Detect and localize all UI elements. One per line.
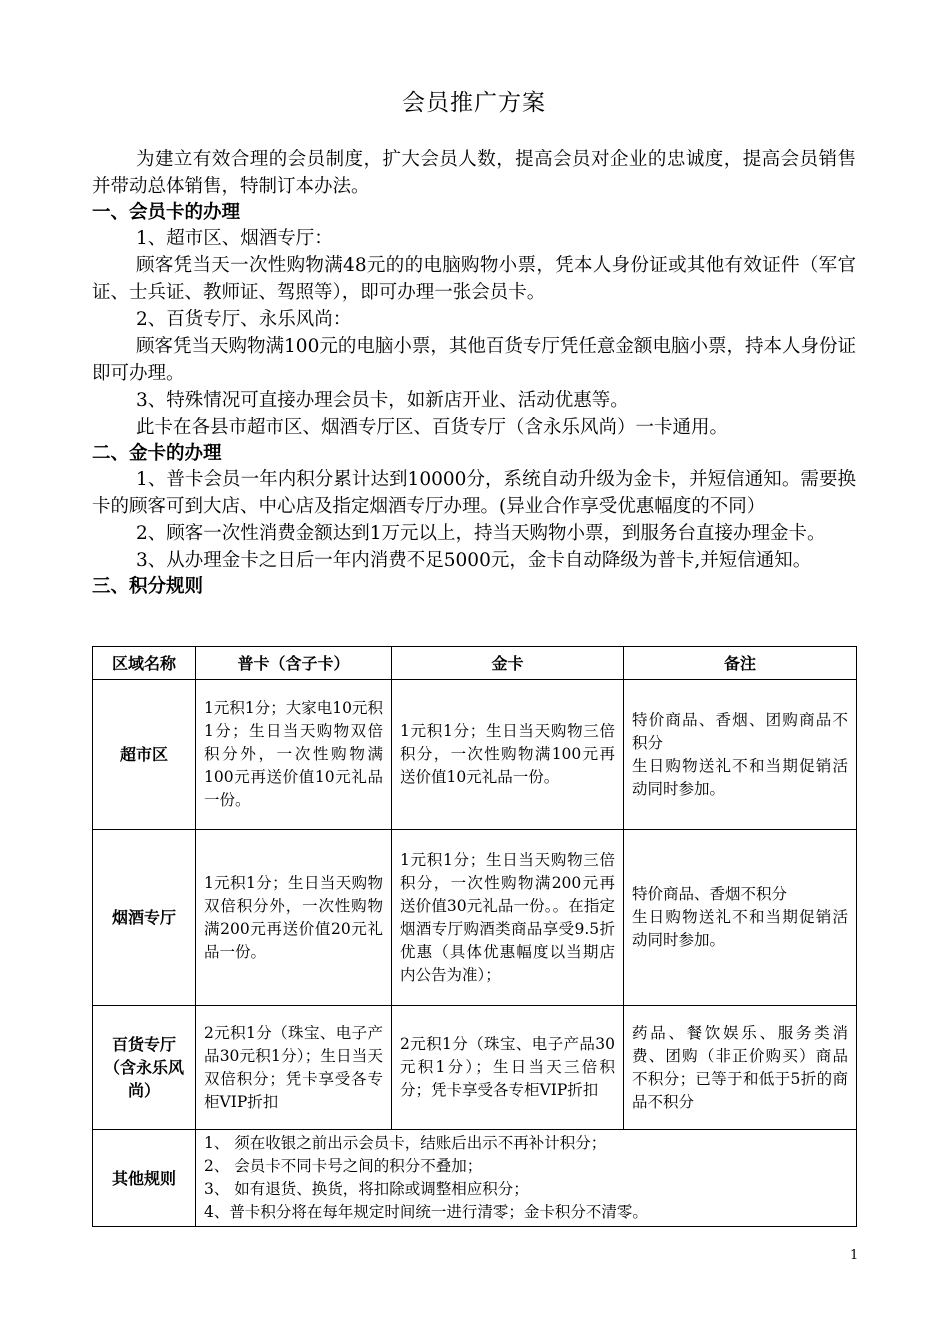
other-rule-item: 1、 须在收银之前出示会员卡，结账后出示不再补计积分； — [204, 1134, 607, 1152]
row-remark — [624, 1006, 857, 1130]
table-row-other-rules — [93, 1130, 857, 1227]
other-rule-item: 3、 如有退货、换货，将扣除或调整相应积分； — [204, 1180, 529, 1198]
section2-item3: 3、从办理金卡之日后一年内消费不足5000元，金卡自动降级为普卡,并短信通知。 — [136, 550, 812, 571]
section-heading-points-rules: 三、积分规则 — [92, 576, 204, 597]
section1-note: 此卡在各县市超市区、烟酒专厅区、百货专厅（含永乐风尚）一卡通用。 — [136, 417, 729, 438]
row-gold-rule: 2元积1分（珠宝、电子产品30元积1分）；生日当天三倍积分；凭卡享受各专柜VIP折扣 — [392, 1006, 624, 1130]
header-area: 区域名称 — [93, 647, 196, 680]
section1-item2-title: 2、百货专厅、永乐风尚： — [136, 309, 352, 330]
row-gold-rule: 1元积1分；生日当天购物三倍积分，一次性购物满200元再送价值30元礼品一份。。在指定烟酒专厅购酒类商品享受9.5折优惠（具体优惠幅度以当期店内公告为准）； — [392, 830, 624, 1006]
section-heading-gold-card: 二、金卡的办理 — [92, 443, 222, 464]
document-body — [92, 146, 856, 599]
header-normal-card: 普卡（含子卡） — [196, 647, 392, 680]
row-gold-rule: 1元积1分；生日当天购物三倍积分，一次性购物满100元再送价值10元礼品一份。 — [392, 680, 624, 830]
remark-line: 药品、餐饮娱乐、服务类消费、团购（非正价购买）商品不积分；已等于和低于5折的商品不积分 — [632, 1023, 848, 1111]
table-header-row — [93, 647, 857, 680]
row-area-department-store: 百货专厅（含永乐风尚） — [93, 1006, 196, 1130]
other-rule-item: 2、 会员卡不同卡号之间的积分不叠加； — [204, 1157, 483, 1175]
section1-item1-body: 顾客凭当天一次性购物满48元的的电脑购物小票，凭本人身份证或其他有效证件（军官证、士兵证、教师证、驾照等），即可办理一张会员卡。 — [92, 255, 856, 303]
section-heading-membership-card: 一、会员卡的办理 — [92, 202, 241, 223]
page-number: 1 — [850, 1248, 859, 1263]
row-normal-rule: 2元积1分（珠宝、电子产品30元积1分）；生日当天双倍积分；凭卡享受各专柜VIP折扣 — [196, 1006, 392, 1130]
remark-line: 特价商品、香烟、团购商品不积分 — [632, 710, 848, 752]
row-remark — [624, 830, 857, 1006]
row-remark — [624, 680, 857, 830]
other-rule-item: 4、普卡积分将在每年规定时间统一进行清零；金卡积分不清零。 — [204, 1203, 648, 1221]
section1-item2-body: 顾客凭当天购物满100元的电脑小票，其他百货专厅凭任意金额电脑小票，持本人身份证即可办理。 — [92, 336, 856, 384]
table-row — [93, 830, 857, 1006]
points-rules-table — [92, 646, 857, 1227]
row-normal-rule: 1元积1分；大家电10元积1分；生日当天购物双倍积分外，一次性购物满100元再送价值10元礼品一份。 — [196, 680, 392, 830]
remark-line: 生日购物送礼不和当期促销活动同时参加。 — [632, 908, 848, 949]
row-area-tobacco-liquor: 烟酒专厅 — [93, 830, 196, 1006]
row-normal-rule: 1元积1分；生日当天购物双倍积分外，一次性购物满200元再送价值20元礼品一份。 — [196, 830, 392, 1006]
row-area-supermarket: 超市区 — [93, 680, 196, 830]
section2-item1: 1、普卡会员一年内积分累计达到10000分，系统自动升级为金卡，并短信通知。需要换卡的顾客可到大店、中心店及指定烟酒专厅办理。(异业合作享受优惠幅度的不同） — [92, 469, 856, 517]
other-rules-list — [196, 1130, 857, 1227]
header-gold-card: 金卡 — [392, 647, 624, 680]
document-title: 会员推广方案 — [402, 90, 546, 116]
other-rules-label: 其他规则 — [93, 1130, 196, 1227]
remark-line: 特价商品、香烟不积分 — [632, 885, 788, 903]
section2-item2: 2、顾客一次性消费金额达到1万元以上，持当天购物小票，到服务台直接办理金卡。 — [136, 523, 826, 544]
section1-item1-title: 1、超市区、烟酒专厅： — [136, 228, 333, 249]
section1-item3: 3、特殊情况可直接办理会员卡，如新店开业、活动优惠等。 — [136, 390, 629, 411]
table-row — [93, 680, 857, 830]
remark-line: 生日购物送礼不和当期促销活动同时参加。 — [632, 756, 848, 798]
table-row — [93, 1006, 857, 1130]
intro-paragraph: 为建立有效合理的会员制度，扩大会员人数，提高会员对企业的忠诚度，提高会员销售并带动总体销售，特制订本办法。 — [92, 149, 856, 197]
header-remark: 备注 — [624, 647, 857, 680]
